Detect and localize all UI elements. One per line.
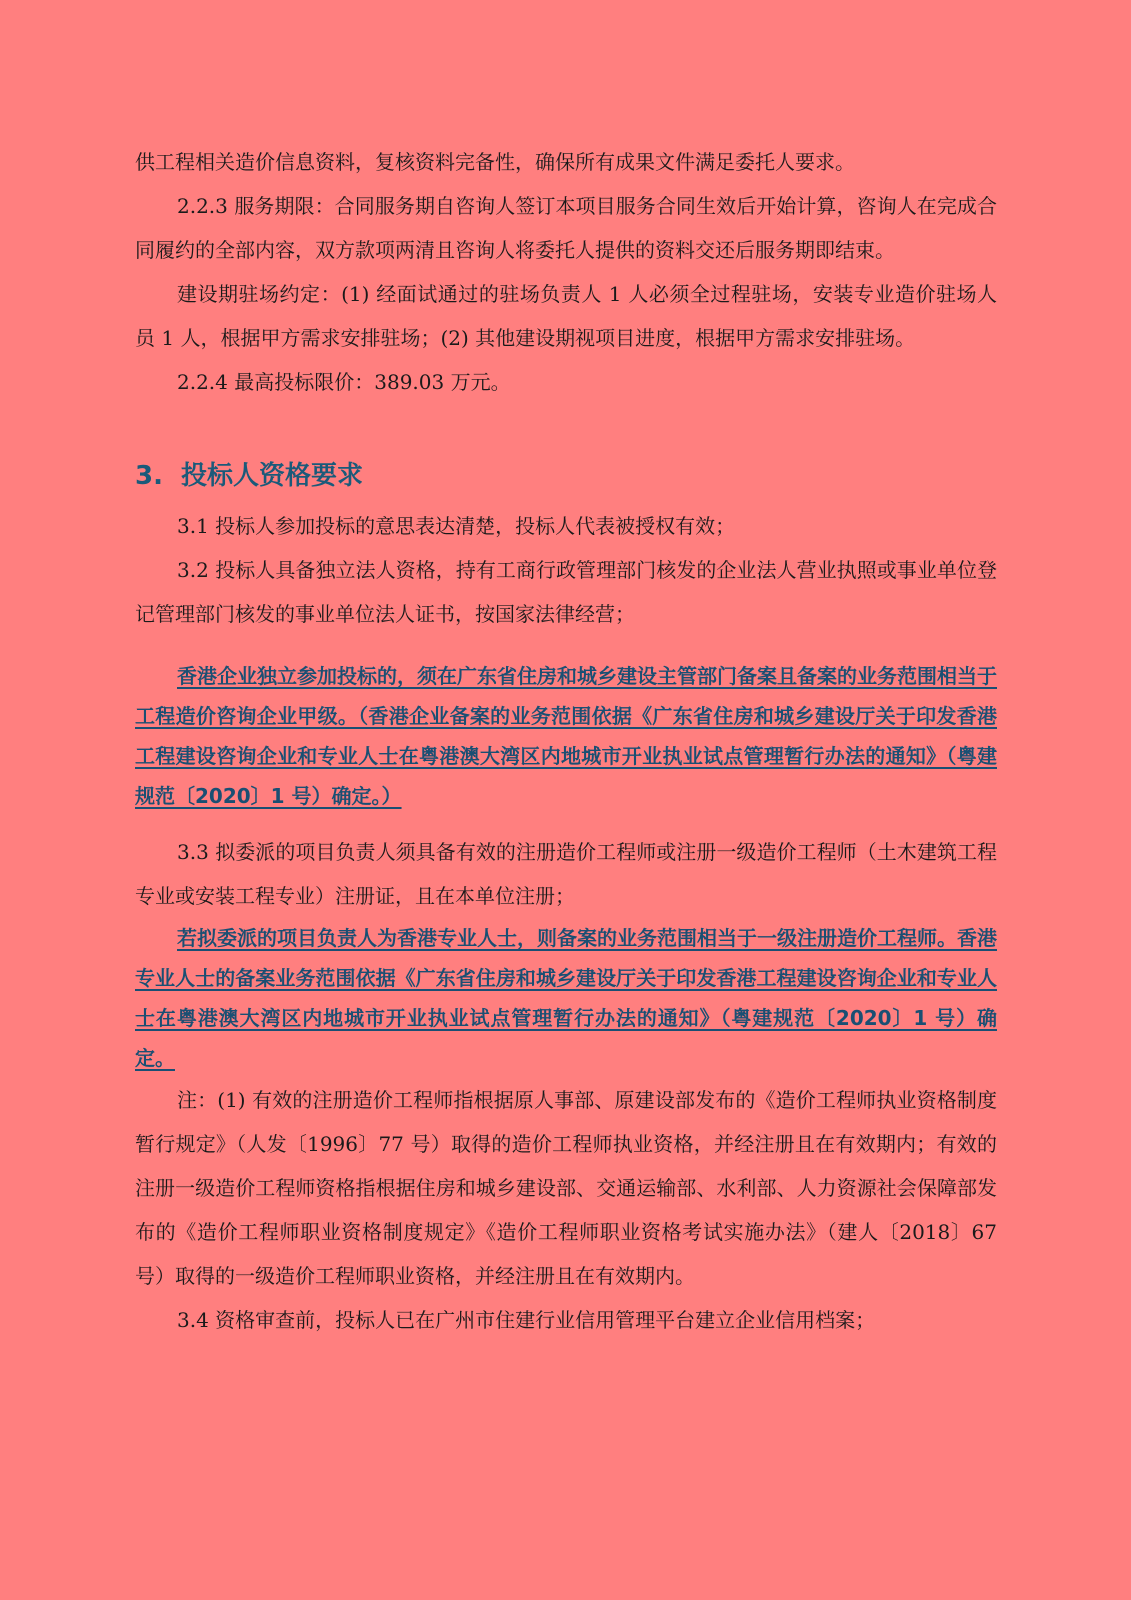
section-title: 投标人资格要求 xyxy=(181,461,364,491)
paragraph-continuation: 供工程相关造价信息资料，复核资料完备性，确保所有成果文件满足委托人要求。 xyxy=(135,150,855,174)
paragraph-3-2: 3.2 投标人具备独立法人资格，持有工商行政管理部门核发的企业法人营业执照或事业单位登记管理部门核发的事业单位法人证书，按国家法律经营； xyxy=(135,558,997,626)
document-body xyxy=(135,140,997,1342)
section-number: 3. xyxy=(135,461,163,491)
paragraph-note: 注：(1) 有效的注册造价工程师指根据原人事部、原建设部发布的《造价工程师执业资格制度暂行规定》（人发〔1996〕77 号）取得的造价工程师执业资格，并经注册且在有效期内；有效的注册一级造价工程师资格指根据住房和城乡建设部、交通运输部、水利部、人力资源社会保障部发布的《造价工程师职业资格制度规定》《造价工程师职业资格考试实施办法》（建人〔2018〕67 号）取得的一级造价工程师职业资格，并经注册且在有效期内。 xyxy=(135,1088,997,1288)
paragraph-onsite-agreement: 建设期驻场约定：(1) 经面试通过的驻场负责人 1 人必须全过程驻场，安装专业造价驻场人员 1 人，根据甲方需求安排驻场；(2) 其他建设期视项目进度，根据甲方需求安排驻场。 xyxy=(135,282,997,350)
highlight-hk-enterprise: 香港企业独立参加投标的，须在广东省住房和城乡建设主管部门备案且备案的业务范围相当于工程造价咨询企业甲级。（香港企业备案的业务范围依据《广东省住房和城乡建设厅关于印发香港工程建设咨询企业和专业人士在粤港澳大湾区内地城市开业执业试点管理暂行办法的通知》（粤建规范〔2020〕1 号）确定。） xyxy=(135,664,997,808)
section-heading xyxy=(135,454,997,498)
highlight-hk-professional-rest: ，则备案的业务范围相当于一级注册造价工程师。香港专业人士的备案业务范围依据《广东省住房和城乡建设厅关于印发香港工程建设咨询企业和专业人士在粤港澳大湾区内地城市开业执业试点管理暂行办法的通知》（粤建规范〔2020〕1 号）确定。 xyxy=(135,926,997,1070)
paragraph-3-3: 3.3 拟委派的项目负责人须具备有效的注册造价工程师或注册一级造价工程师（土木建筑工程专业或安装工程专业）注册证，且在本单位注册； xyxy=(135,840,997,908)
paragraph-service-period: 2.2.3 服务期限：合同服务期自咨询人签订本项目服务合同生效后开始计算，咨询人在完成合同履约的全部内容，双方款项两清且咨询人将委托人提供的资料交还后服务期即结束。 xyxy=(135,194,997,262)
paragraph-3-4: 3.4 资格审查前，投标人已在广州市住建行业信用管理平台建立企业信用档案； xyxy=(177,1308,876,1332)
paragraph-max-bid-price: 2.2.4 最高投标限价：389.03 万元。 xyxy=(177,370,511,394)
highlight-hk-professional xyxy=(135,918,997,1078)
paragraph-3-1: 3.1 投标人参加投标的意思表达清楚，投标人代表被授权有效； xyxy=(177,514,736,538)
highlight-hk-professional-lead: 若拟委派的项目负责人为香港专业人士 xyxy=(177,926,517,950)
